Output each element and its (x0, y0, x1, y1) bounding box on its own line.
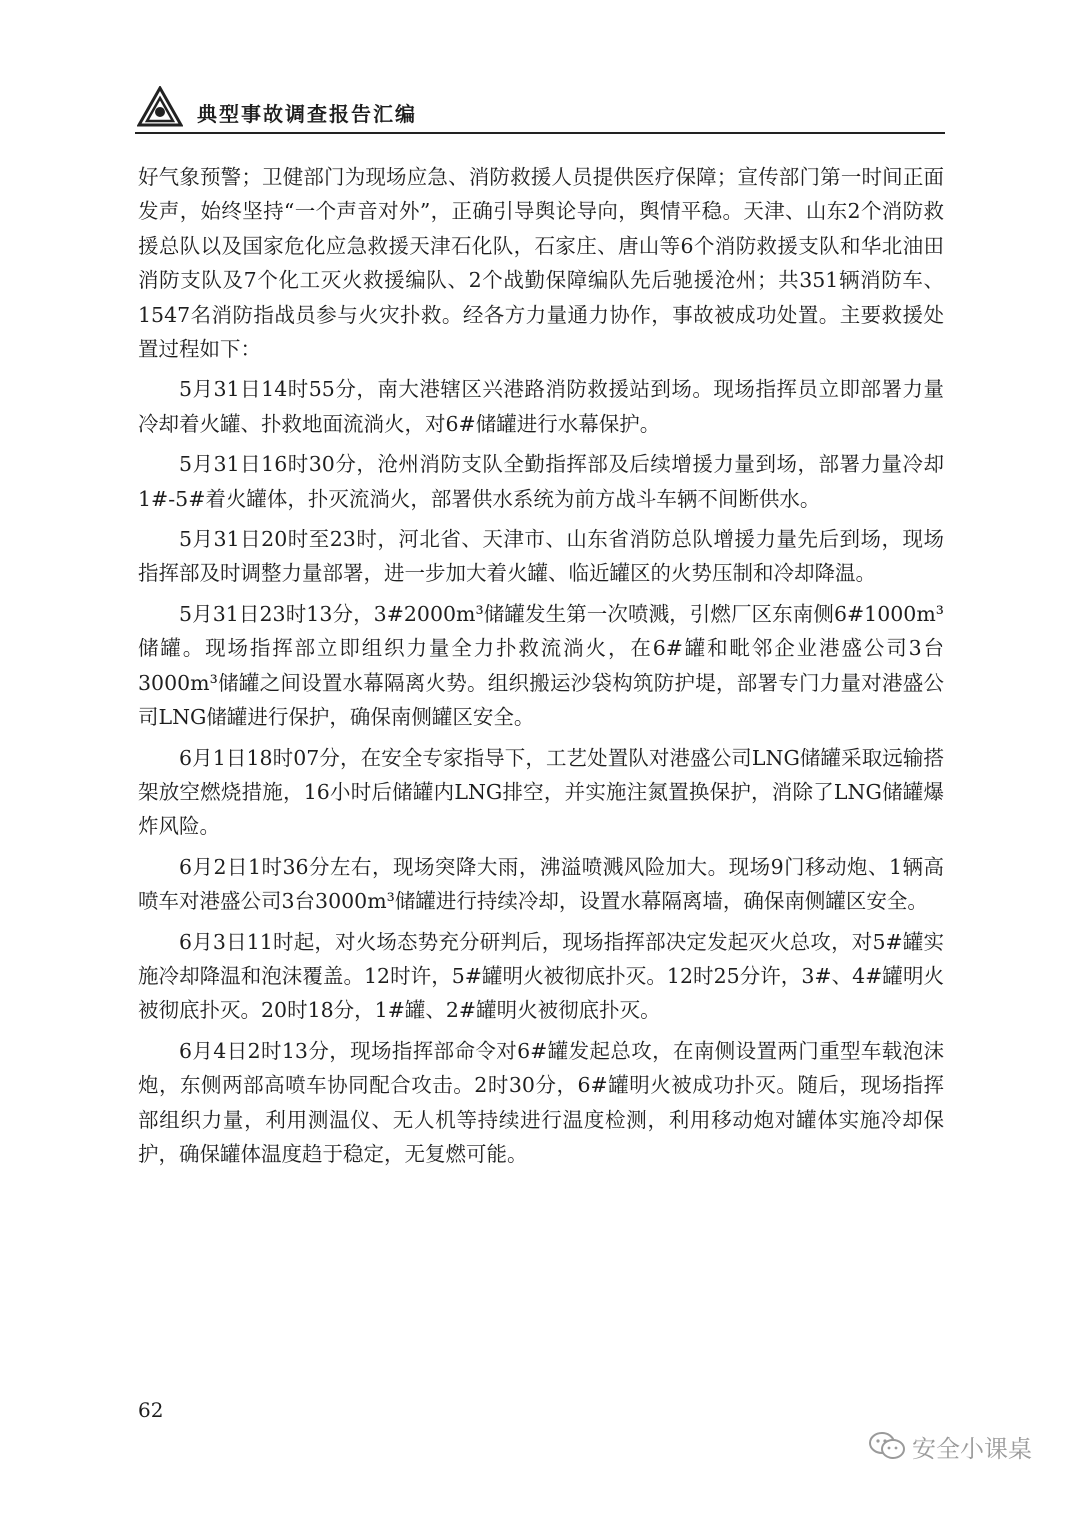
paragraph: 好气象预警；卫健部门为现场应急、消防救援人员提供医疗保障；宣传部门第一时间正面发声，始终坚持“一个声音对外”，正确引导舆论导向，舆情平稳。天津、山东2个消防救援总队以及国家危化应急救援天津石化队，石家庄、唐山等6个消防救援支队和华北油田消防支队及7个化工灭火救援编队、2个战勤保障编队先后驰援沧州；共351辆消防车、1547名消防指战员参与火灾扑救。经各方力量通力协作，事故被成功处置。主要救援处置过程如下： (138, 165, 944, 362)
paragraph: 5月31日16时30分，沧州消防支队全勤指挥部及后续增援力量到场，部署力量冷却1#-5#着火罐体，扑灭流淌火，部署供水系统为前方战斗车辆不间断供水。 (138, 452, 944, 511)
watermark-text: 安全小课桌 (912, 1435, 1032, 1463)
paragraph: 6月4日2时13分，现场指挥部命令对6#罐发起总攻，在南侧设置两门重型车载泡沫炮，东侧两部高喷车协同配合攻击。2时30分，6#罐明火被成功扑灭。随后，现场指挥部组织力量，利用测温仪、无人机等持续进行温度检测，利用移动炮对罐体实施冷却保护，确保罐体温度趋于稳定，无复燃可能。 (138, 1038, 944, 1166)
wechat-icon (868, 1431, 906, 1461)
paragraph: 5月31日14时55分，南大港辖区兴港路消防救援站到场。现场指挥员立即部署力量冷却着火罐、扑救地面流淌火，对6#储罐进行水幕保护。 (138, 377, 944, 436)
paragraph: 6月1日18时07分，在安全专家指导下，工艺处置队对港盛公司LNG储罐采取远输搭架放空燃烧措施，16小时后储罐内LNG排空，并实施注氮置换保护，消除了LNG储罐爆炸风险。 (138, 745, 944, 839)
triangle-emblem-icon (137, 86, 183, 128)
paragraph: 5月31日20时至23时，河北省、天津市、山东省消防总队增援力量先后到场，现场指挥部及时调整力量部署，进一步加大着火罐、临近罐区的火势压制和冷却降温。 (138, 527, 944, 586)
body-text (138, 160, 944, 1177)
paragraph: 5月31日23时13分，3#2000m³储罐发生第一次喷溅，引燃厂区东南侧6#1000m³储罐。现场指挥部立即组织力量全力扑救流淌火，在6#罐和毗邻企业港盛公司3台3000m³储罐之间设置水幕隔离火势。组织搬运沙袋构筑防护堤，部署专门力量对港盛公司LNG储罐进行保护，确保南侧罐区安全。 (138, 601, 944, 730)
page-number: 62 (138, 1398, 164, 1422)
document-title: 典型事故调查报告汇编 (197, 102, 417, 126)
paragraph: 6月3日11时起，对火场态势充分研判后，现场指挥部决定发起灭火总攻，对5#罐实施冷却降温和泡沫覆盖。12时许，5#罐明火被彻底扑灭。12时25分许，3#、4#罐明火被彻底扑灭。20时18分，1#罐、2#罐明火被彻底扑灭。 (138, 929, 944, 1023)
page-header (135, 86, 945, 136)
paragraph: 6月2日1时36分左右，现场突降大雨，沸溢喷溅风险加大。现场9门移动炮、1辆高喷车对港盛公司3台3000m³储罐进行持续冷却，设置水幕隔离墙，确保南侧罐区安全。 (138, 854, 944, 914)
header-divider (135, 132, 945, 134)
